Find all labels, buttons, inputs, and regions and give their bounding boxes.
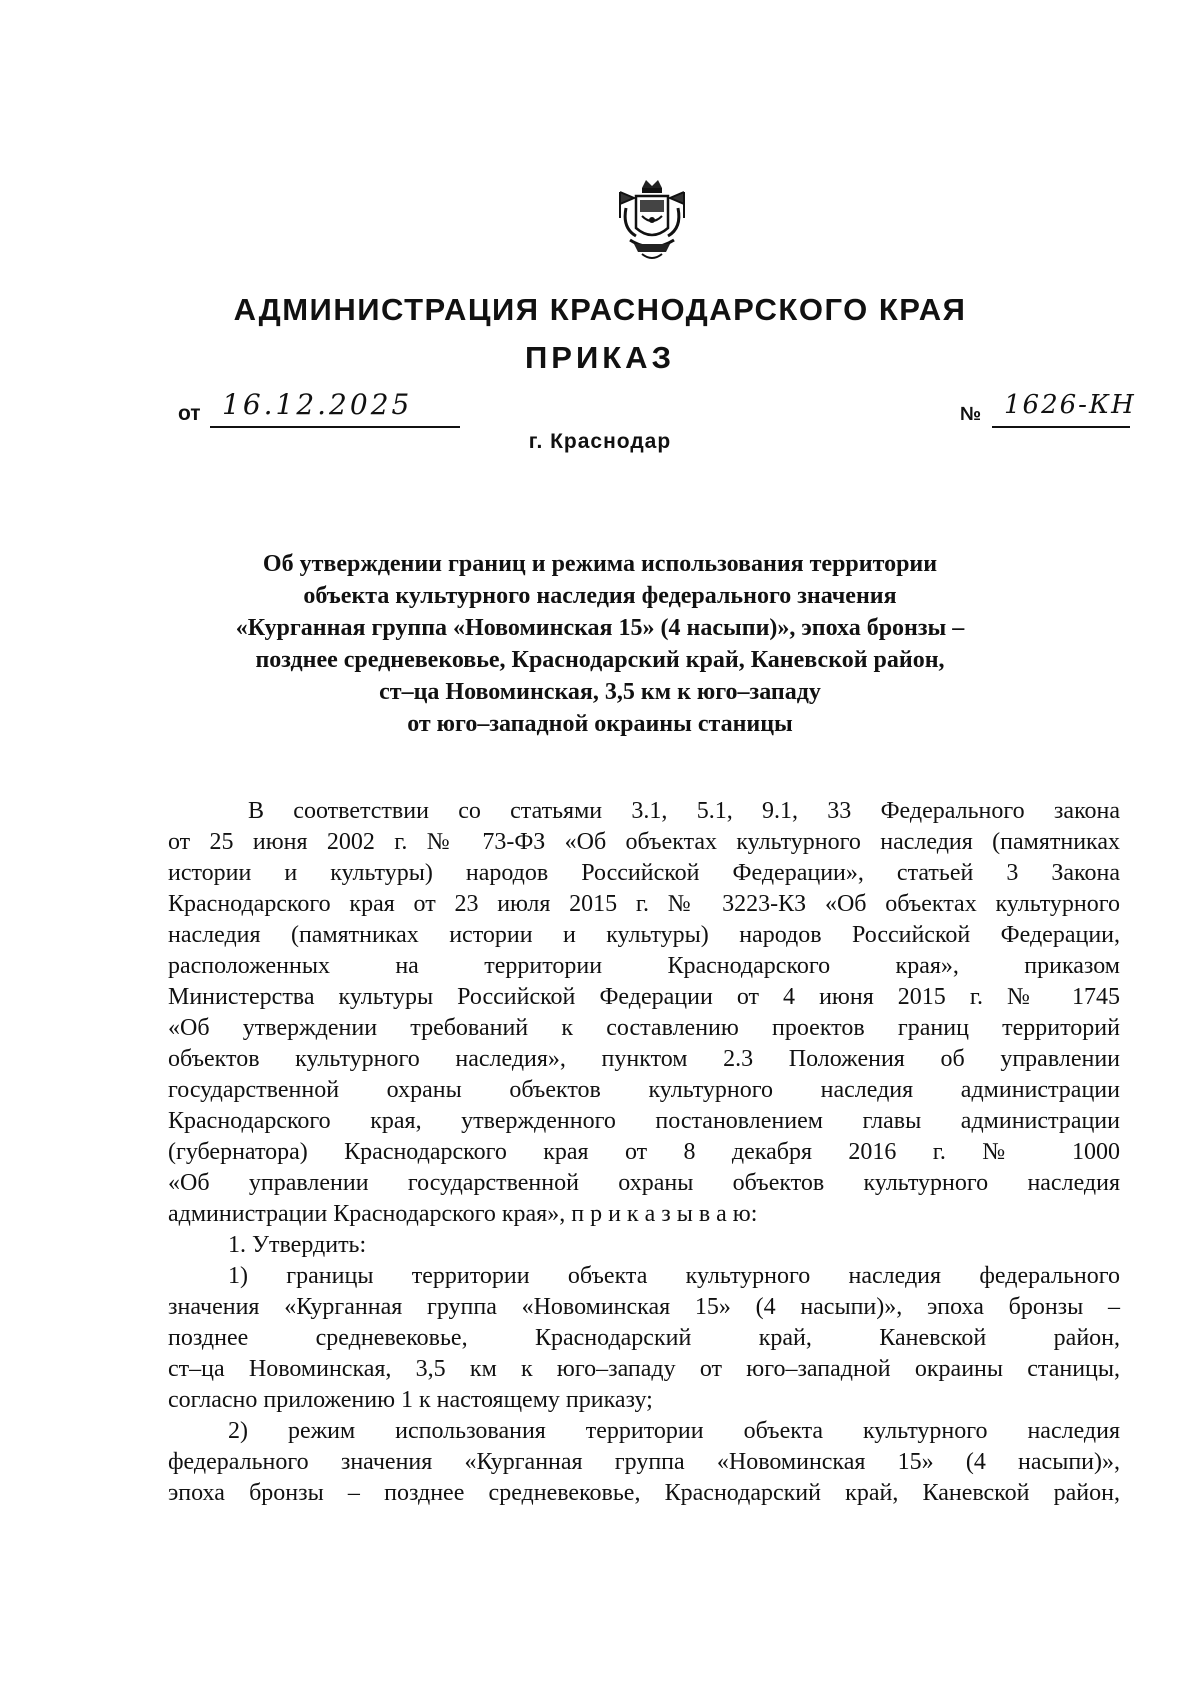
body-line: «Об управлении государственной охраны объектов культурного наследия <box>168 1170 1120 1196</box>
body-line: «Об утверждении требований к составлению проектов границ территорий <box>168 1015 1120 1041</box>
body-line: ст–ца Новоминская, 3,5 км к юго–западу от юго–западной окраины станицы, <box>168 1356 1120 1382</box>
title-line: ст–ца Новоминская, 3,5 км к юго–западу <box>379 679 821 705</box>
title-line: объекта культурного наследия федерального значения <box>303 583 897 609</box>
body-line: государственной охраны объектов культурного наследия администрации <box>168 1077 1120 1103</box>
body-line: (губернатора) Краснодарского края от 8 декабря 2016 г. № 1000 <box>168 1139 1120 1165</box>
number-label: № <box>960 404 982 425</box>
handwritten-date: 16.12.2025 <box>222 388 413 421</box>
body-line: объектов культурного наследия», пунктом 2.3 Положения об управлении <box>168 1046 1120 1072</box>
city: г. Краснодар <box>528 430 672 453</box>
body-line: федерального значения «Курганная группа «Новоминская 15» (4 насыпи)», <box>168 1449 1120 1475</box>
document-type: ПРИКАЗ <box>525 340 675 375</box>
title-line: «Курганная группа «Новоминская 15» (4 насыпи)», эпоха бронзы – <box>235 615 965 641</box>
title-line: Об утверждении границ и режима использования территории <box>262 551 938 577</box>
body-line: Краснодарского края от 23 июля 2015 г. № 3223-КЗ «Об объектах культурного <box>168 891 1120 917</box>
order-body <box>168 796 1120 1509</box>
body-line: согласно приложению 1 к настоящему приказу; <box>168 1387 653 1413</box>
coat-of-arms-icon <box>612 178 692 268</box>
date-label: от <box>178 402 201 425</box>
body-line: от 25 июня 2002 г. № 73-ФЗ «Об объектах культурного наследия (памятниках <box>168 829 1120 855</box>
body-line: истории и культуры) народов Российской Федерации», статьей 3 Закона <box>168 860 1120 886</box>
number-underline <box>992 426 1130 428</box>
title-line: позднее средневековье, Краснодарский край, Каневской район, <box>255 647 945 673</box>
body-line: администрации Краснодарского края», п р и к а з ы в а ю: <box>168 1201 758 1227</box>
title-line: от юго–западной окраины станицы <box>407 711 793 737</box>
body-line: наследия (памятниках истории и культуры) народов Российской Федерации, <box>168 922 1120 948</box>
body-line: расположенных на территории Краснодарского края», приказом <box>168 953 1120 979</box>
date-underline <box>210 426 460 428</box>
order-title <box>160 548 1040 740</box>
body-line: эпоха бронзы – позднее средневековье, Краснодарский край, Каневской район, <box>168 1480 1120 1506</box>
body-line: В соответствии со статьями 3.1, 5.1, 9.1, 33 Федерального закона <box>248 798 1120 824</box>
body-line: Министерства культуры Российской Федерации от 4 июня 2015 г. № 1745 <box>168 984 1120 1010</box>
body-line: 1. Утвердить: <box>228 1232 367 1258</box>
body-line: Краснодарского края, утвержденного постановлением главы администрации <box>168 1108 1120 1134</box>
body-line: позднее средневековье, Краснодарский край, Каневской район, <box>168 1325 1120 1351</box>
body-line: 2) режим использования территории объекта культурного наследия <box>228 1418 1120 1444</box>
handwritten-order-number: 1626-КН <box>1004 390 1136 420</box>
body-line: значения «Курганная группа «Новоминская 15» (4 насыпи)», эпоха бронзы – <box>168 1294 1120 1320</box>
body-line: 1) границы территории объекта культурного наследия федерального <box>228 1263 1120 1289</box>
organization-name: АДМИНИСТРАЦИЯ КРАСНОДАРСКОГО КРАЯ <box>233 292 967 327</box>
